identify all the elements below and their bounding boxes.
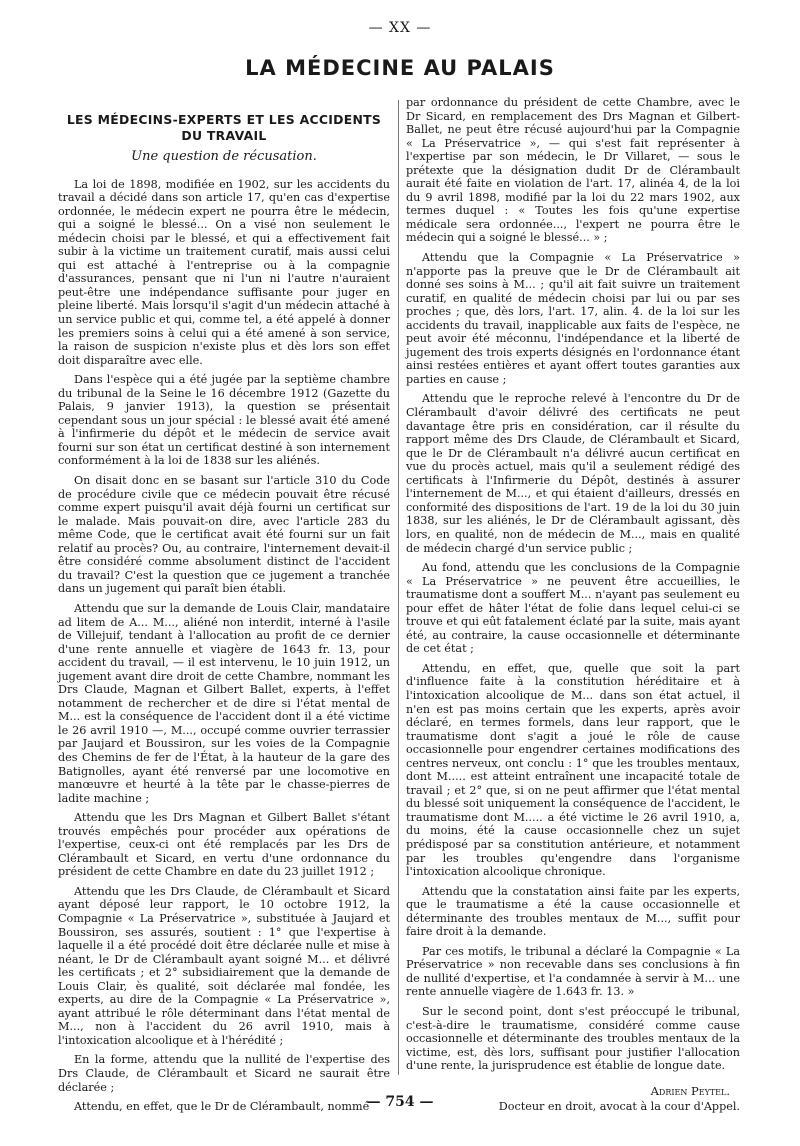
author-title: Docteur en droit, avocat à la cour d'Appel.: [498, 1100, 740, 1114]
left-column: [58, 96, 390, 1120]
paragraph: Attendu que la constatation ainsi faite par les experts, que le traumatisme a été la cause occasionnelle et déterminante des troubles mentaux de M..., suffit pour faire droit à la demande.: [406, 884, 740, 939]
paragraph: Attendu que la Compagnie « La Préservatrice » n'apporte pas la preuve que le Dr de Clérambault ait donné ses soins à M... ; qu'il ait fait suivre un traitement curatif, en qualité de médecin choisi par lui ou par ses proches ; que, dès lors, l'art. 17, alin. 4. de la loi sur les accidents du travail, inapplicable aux faits de l'espèce, ne peut avoir été méconnu, l'indépendance et la liberté de jugement des trois experts désignés en l'ordonnance étant ainsi restées entières et ayant offert toutes garanties aux parties en cause ;: [406, 251, 740, 386]
paragraph: Attendu que les Drs Magnan et Gilbert Ballet s'étant trouvés empêchés pour procéder aux opérations de l'expertise, ceux-ci ont été remplacés par les Drs de Clérambault et Sicard, en vertu d'une ordonnance du président de cette Chambre en date du 23 juillet 1912 ;: [58, 811, 390, 879]
paragraph: Attendu, en effet, que le Dr de Clérambault, nommé: [74, 1100, 370, 1114]
paragraph: Attendu que sur la demande de Louis Clair, mandataire ad litem de A... M..., aliéné non interdit, interné à l'asile de Villejuif, tendant à l'allocation au profit de ce dernier d'une rente annuelle et viagère de 1643 fr. 13, pour accident du travail, — il est intervenu, le 10 juin 1912, un jugement avant dire droit de cette Chambre, nommant les Drs Claude, Magnan et Gilbert Ballet, experts, à l'effet notamment de rechercher et de dire si l'état mental de M... est la conséquence de l'accident dont il a été victime le 26 avril 1910 —, M..., occupé comme ouvrier terrassier par Jaujard et Boussiron, sur les voies de la Compagnie des Chemins de fer de l'État, à la hauteur de la gare des Batignolles, ayant été renversé par une locomotive en manœuvre et heurté à la tête par le chasse-pierres de ladite machine ;: [58, 601, 390, 805]
page-number: — 754 —: [366, 1094, 434, 1110]
article-heading: LES MÉDECINS-EXPERTS ET LES ACCIDENTS DU TRAVAIL: [66, 112, 382, 143]
right-column: [406, 96, 740, 1114]
paragraph: Attendu que les Drs Claude, de Clérambault et Sicard ayant déposé leur rapport, le 10 octobre 1912, la Compagnie « La Préservatrice », substituée à Jaujard et Boussiron, ses assurés, soutient : 1° que l'expertise à laquelle il a été procédé doit être déclarée nulle et mise à néant, le Dr de Clérambault ayant soigné M... et délivré les certificats ; et 2° subsidiairement que la demande de Louis Clair, ès qualité, soit déclarée mal fondée, les experts, au dire de la Compagnie « La Préservatrice », ayant attribué le rôle déterminant dans l'état mental de M..., non à l'accident du 26 avril 1910, mais à l'intoxication alcoolique et à l'hérédité ;: [58, 884, 390, 1047]
paragraph: On disait donc en se basant sur l'article 310 du Code de procédure civile que ce médecin pouvait être récusé comme expert puisqu'il avait déjà fourni un certificat sur le malade. Mais pouvait-on dire, avec l'article 283 du même Code, que le certificat avait été fourni sur un fait relatif au procès? Ou, au contraire, l'internement devait-il être considéré comme absolument distinct de l'accident du travail? C'est la question que ce jugement a tranchée dans un jugement qui paraît bien établi.: [58, 474, 390, 596]
page-title: LA MÉDECINE AU PALAIS: [245, 56, 555, 80]
paragraph: Dans l'espèce qui a été jugée par la septième chambre du tribunal de la Seine le 16 décembre 1912 (Gazette du Palais, 9 janvier 1913), la question se présentait cependant sous un jour spécial : le blessé avait été amené à l'infirmerie du dépôt et le médecin de service avait fourni sur son état un certificat destiné à son internement conformément à la loi de 1838 sur les aliénés.: [58, 373, 390, 468]
paragraph: Sur le second point, dont s'est préoccupé le tribunal, c'est-à-dire le traumatisme, considéré comme cause occasionnelle et déterminante des troubles mentaux de la victime, est, dès lors, suffisant pour justifier l'allocation d'une rente, la jurisprudence est établie de longue date.: [406, 1005, 740, 1073]
page-header-roman: — XX —: [368, 20, 432, 36]
paragraph: Attendu, en effet, que, quelle que soit la part d'influence faite à la constitution héréditaire et à l'intoxication alcoolique de M... dans son état actuel, il n'en est pas moins certain que les experts, après avoir déclaré, en termes formels, dans leur rapport, que le traumatisme dont s'agit a joué le rôle de cause occasionnelle pour engendrer certaines modifications des centres nerveux, ont conclu : 1° que les troubles mentaux, dont M..... est atteint entraînent une incapacité totale de travail ; et 2° que, si on ne peut affirmer que l'état mental du blessé soit uniquement la conséquence de l'accident, le traumatisme dont M..... a été victime le 26 avril 1910, a, du moins, été la cause occasionnelle chez un sujet prédisposé par sa constitution antérieure, et notamment par les troubles qu'engendre dans l'organisme l'intoxication alcoolique chronique.: [406, 661, 740, 879]
column-divider: [398, 100, 399, 1075]
paragraph: La loi de 1898, modifiée en 1902, sur les accidents du travail a décidé dans son article 17, qu'en cas d'expertise ordonnée, le médecin expert ne pourra être le médecin, qui a soigné le blessé... On a visé non seulement le médecin choisi par le blessé, et qui a effectivement fait subir à la victime un traitement curatif, mais aussi celui qui est attaché à l'entreprise ou à la compagnie d'assurances, pensant que ni l'un ni l'autre n'auraient peut-être une indépendance suffisante pour juger en pleine liberté. Mais lorsqu'il s'agit d'un médecin attaché à un service public et qui, comme tel, a été appelé à donner les premiers soins à celui qui a été amené à son service, la raison de suspicion n'existe plus et dès lors son effet doit disparaître avec elle.: [58, 177, 390, 367]
author-signature: Adrien Peytel.: [650, 1083, 730, 1098]
paragraph: Au fond, attendu que les conclusions de la Compagnie « La Préservatrice » ne peuvent être accueillies, le traumatisme dont a souffert M... n'ayant pas seulement eu pour effet de hâter l'état de folie dans lequel celui-ci se trouve et qui eût fatalement éclaté par la suite, mais ayant été, au contraire, la cause occasionnelle et déterminante de cet état ;: [406, 561, 740, 656]
paragraph: par ordonnance du président de cette Chambre, avec le Dr Sicard, en remplacement des Drs Magnan et Gilbert-Ballet, ne peut être récusé aujourd'hui par la Compagnie « La Préservatrice », — qui s'est fait représenter à l'expertise par son médecin, le Dr Villaret, — sous le prétexte que la désignation dudit Dr de Clérambault aurait été faite en violation de l'art. 17, alinéa 4, de la loi du 9 avril 1898, modifié par la loi du 22 mars 1902, aux termes duquel : « Toutes les fois qu'une expertise médicale sera ordonnée..., l'expert ne pourra être le médecin qui a soigné le blessé... » ;: [406, 96, 740, 245]
paragraph: En la forme, attendu que la nullité de l'expertise des Drs Claude, de Clérambault et Sicard ne saurait être déclarée ;: [58, 1053, 390, 1094]
paragraph: Par ces motifs, le tribunal a déclaré la Compagnie « La Préservatrice » non recevable dans ses conclusions à fin de nullité d'expertise, et l'a condamnée à servir à M... une rente annuelle viagère de 1.643 fr. 13. »: [406, 944, 740, 999]
article-subheading: Une question de récusation.: [131, 149, 317, 164]
paragraph: Attendu que le reproche relevé à l'encontre du Dr de Clérambault d'avoir délivré des certificats ne peut davantage être pris en considération, car il résulte du rapport même des Drs Claude, de Clérambault et Sicard, que le Dr de Clérambault n'a délivré aucun certificat en vue du procès actuel, mais qu'il a seulement rédigé des certificats à l'Infirmerie du Dépôt, destinés à assurer l'internement de M..., et qui étaient d'ailleurs, dressés en conformité des dispositions de l'art. 19 de la loi du 30 juin 1838, sur les aliénés, le Dr de Clérambault agissant, dès lors, en qualité, non de médecin de M..., mais en qualité de médecin chargé d'un service public ;: [406, 392, 740, 555]
